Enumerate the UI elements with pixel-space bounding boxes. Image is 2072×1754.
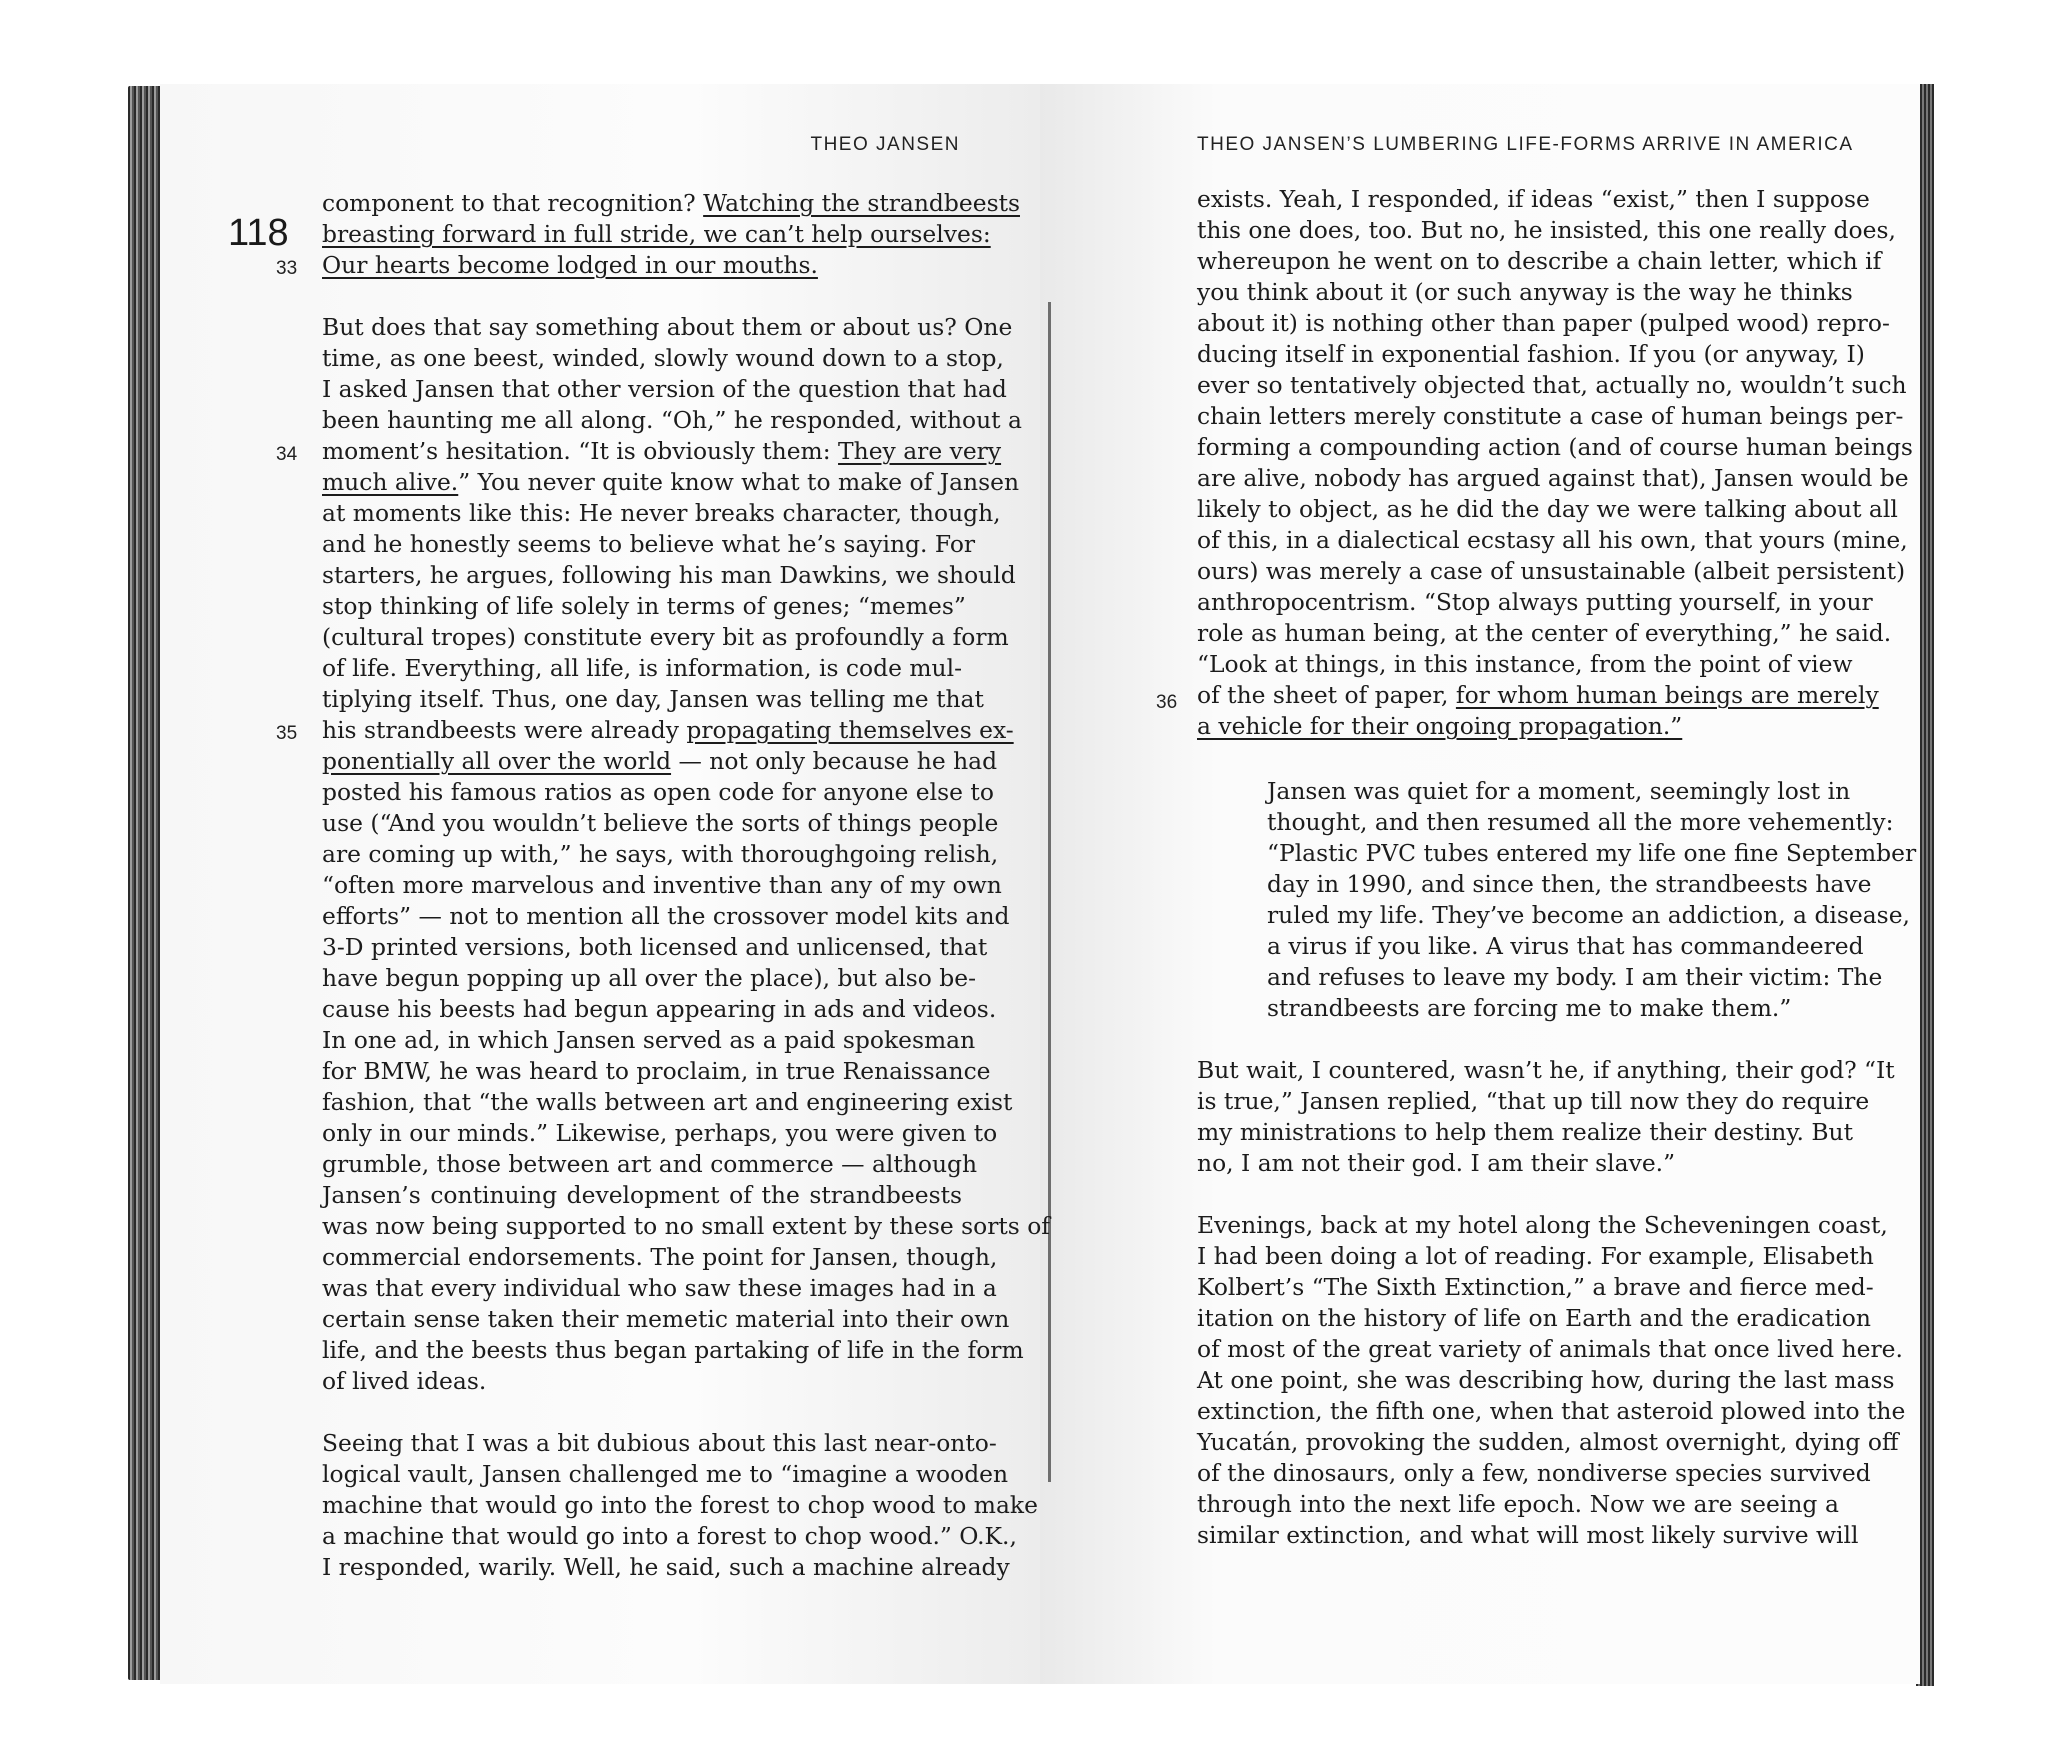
text-line (1267, 776, 1851, 807)
text-line (1267, 900, 1910, 931)
text-line (1197, 1396, 1906, 1427)
text-line (322, 1025, 976, 1056)
text-run: cause his beests had begun appearing in ads and videos. (322, 995, 997, 1023)
text-line (322, 746, 998, 777)
text-line (1197, 215, 1896, 246)
text-line (322, 932, 988, 963)
text-run: of life. Everything, all life, is information, is code mul- (322, 654, 962, 682)
text-line (322, 994, 997, 1025)
text-run: Jansen was quiet for a moment, seemingly lost in (1267, 777, 1851, 805)
text-run: no, I am not their god. I am their slave.” (1197, 1149, 1676, 1177)
text-run: of the dinosaurs, only a few, nondiverse species survived (1197, 1459, 1871, 1487)
text-run: have begun popping up all over the place), but also be- (322, 964, 977, 992)
text-line (322, 436, 1002, 467)
text-run: At one point, she was describing how, during the last mass (1197, 1366, 1895, 1394)
text-line (322, 312, 1013, 343)
text-run: exists. Yeah, I responded, if ideas “exist,” then I suppose (1197, 185, 1870, 213)
text-run: likely to object, as he did the day we were talking about all (1197, 495, 1898, 523)
text-run: strandbeests are forcing me to make them.” (1267, 994, 1792, 1022)
text-run: are alive, nobody has argued against that), Jansen would be (1197, 464, 1909, 492)
text-line (1197, 308, 1890, 339)
text-line (322, 870, 1002, 901)
text-line (322, 1521, 1017, 1552)
text-run: machine that would go into the forest to chop wood to make (322, 1491, 1038, 1519)
underlined-text: a vehicle for their ongoing propagation.” (1197, 712, 1683, 740)
text-line (322, 1180, 962, 1211)
text-line (322, 1242, 998, 1273)
text-line (1197, 339, 1865, 370)
text-line (1197, 1148, 1839, 1179)
left-paragraph-2 (322, 312, 1050, 1397)
text-line (322, 1304, 1010, 1335)
text-run: time, as one beest, winded, slowly wound down to a stop, (322, 344, 1004, 372)
underlined-text: propagating themselves ex- (686, 716, 1014, 744)
text-run: of lived ideas. (322, 1367, 487, 1395)
text-line (322, 1118, 998, 1149)
text-run: this one does, too. But no, he insisted, this one really does, (1197, 216, 1896, 244)
text-run: — not only because he had (671, 747, 998, 775)
text-run: ruled my life. They’ve become an addiction, a disease, (1267, 901, 1910, 929)
text-line (322, 498, 1001, 529)
text-line (322, 188, 1020, 219)
text-line (322, 343, 1004, 374)
text-line (1197, 494, 1898, 525)
text-line (322, 1056, 991, 1087)
text-run: commercial endorsements. The point for Jansen, though, (322, 1243, 998, 1271)
text-line (1197, 587, 1873, 618)
text-line (1197, 401, 1904, 432)
right-running-head: THEO JANSEN’S LUMBERING LIFE-FORMS ARRIVE IN AMERICA (1197, 134, 1854, 155)
text-run: of most of the great variety of animals that once lived here. (1197, 1335, 1903, 1363)
right-paragraph-2 (1197, 1055, 1895, 1179)
text-run: Yucatán, provoking the sudden, almost overnight, dying off (1197, 1428, 1899, 1456)
text-run: “Look at things, in this instance, from the point of view (1197, 650, 1853, 678)
note-marker-34: 34 (276, 444, 298, 465)
text-run: Evenings, back at my hotel along the Scheveningen coast, (1197, 1211, 1888, 1239)
text-line (322, 715, 1014, 746)
text-run: (cultural tropes) constitute every bit as profoundly a form (322, 623, 1009, 651)
text-line (1197, 1241, 1874, 1272)
text-run: at moments like this: He never breaks character, though, (322, 499, 1001, 527)
text-line (322, 467, 1020, 498)
right-paragraph-1 (1197, 184, 1913, 742)
text-line (1197, 432, 1913, 463)
text-run: stop thinking of life solely in terms of genes; “memes” (322, 592, 966, 620)
text-line (322, 560, 1016, 591)
text-run: of this, in a dialectical ecstasy all his own, that yours (mine, (1197, 526, 1908, 554)
text-line (1197, 1458, 1871, 1489)
right-block-quote (1267, 776, 1917, 1024)
text-line (322, 1490, 1038, 1521)
text-run: a virus if you like. A virus that has commandeered (1267, 932, 1864, 960)
text-run: moment’s hesitation. “It is obviously them: (322, 437, 839, 465)
text-line (1197, 1365, 1895, 1396)
text-run: day in 1990, and since then, the strandbeests have (1267, 870, 1872, 898)
text-run: I responded, warily. Well, he said, such a machine already (322, 1553, 1010, 1581)
text-line (322, 653, 962, 684)
text-run: and refuses to leave my body. I am their victim: The (1267, 963, 1883, 991)
text-run: certain sense taken their memetic material into their own (322, 1305, 1010, 1333)
text-run: of the sheet of paper, (1197, 681, 1456, 709)
text-run: efforts” — not to mention all the crossover model kits and (322, 902, 1010, 930)
text-run: ours) was merely a case of unsustainable (albeit persistent) (1197, 557, 1906, 585)
text-run: Jansen’s continuing development of the strandbeests (322, 1181, 962, 1209)
note-marker-33: 33 (276, 258, 298, 279)
text-line (1197, 1117, 1853, 1148)
text-line (322, 1211, 1050, 1242)
text-run: use (“And you wouldn’t believe the sorts of things people (322, 809, 999, 837)
text-run: component to that recognition? (322, 189, 704, 217)
text-run: you think about it (or such anyway is the way he thinks (1197, 278, 1853, 306)
text-run: grumble, those between art and commerce — although (322, 1150, 978, 1178)
text-line (322, 963, 977, 994)
text-line (1197, 1427, 1899, 1458)
text-run: through into the next life epoch. Now we are seeing a (1197, 1490, 1839, 1518)
text-line (322, 1149, 978, 1180)
text-run: I had been doing a lot of reading. For example, Elisabeth (1197, 1242, 1874, 1270)
text-run: anthropocentrism. “Stop always putting yourself, in your (1197, 588, 1873, 616)
text-run: But does that say something about them or about us? One (322, 313, 1013, 341)
text-line (1197, 1489, 1839, 1520)
text-run: Kolbert’s “The Sixth Extinction,” a brave and fierce med- (1197, 1273, 1874, 1301)
text-run: is true,” Jansen replied, “that up till now they do require (1197, 1087, 1870, 1115)
note-marker-36: 36 (1156, 692, 1178, 713)
text-line (1197, 463, 1909, 494)
text-line (1267, 869, 1872, 900)
text-line (1197, 246, 1882, 277)
text-run: about it) is nothing other than paper (pulped wood) repro- (1197, 309, 1890, 337)
text-run: life, and the beests thus began partaking of life in the form (322, 1336, 1024, 1364)
text-line (322, 1459, 1009, 1490)
underlined-text: Watching the strandbeests (703, 189, 1020, 217)
text-line (1197, 1055, 1895, 1086)
text-run: 3-D printed versions, both licensed and unlicensed, that (322, 933, 988, 961)
text-line (1197, 618, 1892, 649)
text-line (322, 808, 999, 839)
text-line (1197, 1210, 1888, 1241)
text-run: my ministrations to help them realize their destiny. But (1197, 1118, 1853, 1146)
text-line (322, 684, 984, 715)
text-line (322, 1428, 997, 1459)
spine-gutter (1048, 302, 1051, 1482)
text-line (1267, 838, 1917, 869)
text-run: ducing itself in exponential fashion. If you (or anyway, I) (1197, 340, 1865, 368)
text-run: was now being supported to no small extent by these sorts of (322, 1212, 1050, 1240)
text-line (322, 839, 999, 870)
text-run: posted his famous ratios as open code for anyone else to (322, 778, 994, 806)
text-run: tiplying itself. Thus, one day, Jansen was telling me that (322, 685, 984, 713)
text-line (322, 250, 962, 281)
text-line (1197, 711, 1839, 742)
text-run: a machine that would go into a forest to chop wood.” O.K., (322, 1522, 1017, 1550)
text-run: starters, he argues, following his man Dawkins, we should (322, 561, 1016, 589)
text-run: forming a compounding action (and of course human beings (1197, 433, 1913, 461)
text-line (1267, 962, 1883, 993)
text-line (322, 219, 991, 250)
text-run: whereupon he went on to describe a chain letter, which if (1197, 247, 1882, 275)
text-run: In one ad, in which Jansen served as a paid spokesman (322, 1026, 976, 1054)
text-line (322, 529, 976, 560)
text-run: was that every individual who saw these images had in a (322, 1274, 997, 1302)
text-run: fashion, that “the walls between art and engineering exist (322, 1088, 1013, 1116)
text-line (1197, 184, 1870, 215)
left-running-head: THEO JANSEN (810, 134, 960, 155)
left-paragraph-1 (322, 188, 1020, 281)
text-line (1267, 931, 1864, 962)
text-line (322, 591, 966, 622)
text-line (1197, 525, 1908, 556)
text-line (1267, 807, 1894, 838)
text-line (322, 901, 1010, 932)
text-line (322, 1366, 962, 1397)
text-line (322, 374, 1007, 405)
text-line (322, 622, 1009, 653)
page-number: 118 (228, 212, 289, 254)
text-line (322, 405, 1022, 436)
text-run: Seeing that I was a bit dubious about this last near-onto- (322, 1429, 997, 1457)
text-line (322, 1552, 1010, 1583)
text-line (1197, 1272, 1874, 1303)
text-run: itation on the history of life on Earth and the eradication (1197, 1304, 1871, 1332)
text-run: thought, and then resumed all the more vehemently: (1267, 808, 1894, 836)
text-line (1197, 1520, 1859, 1551)
text-run: But wait, I countered, wasn’t he, if anything, their god? “It (1197, 1056, 1895, 1084)
text-line (1197, 370, 1907, 401)
text-run: role as human being, at the center of everything,” he said. (1197, 619, 1892, 647)
text-line (1197, 556, 1906, 587)
text-line (322, 777, 994, 808)
text-run: extinction, the fifth one, when that asteroid plowed into the (1197, 1397, 1906, 1425)
text-run: chain letters merely constitute a case of human beings per- (1197, 402, 1904, 430)
text-run: his strandbeests were already (322, 716, 687, 744)
text-run: are coming up with,” he says, with thoroughgoing relish, (322, 840, 999, 868)
text-line (1197, 277, 1853, 308)
text-run: and he honestly seems to believe what he’s saying. For (322, 530, 976, 558)
text-run: ” You never quite know what to make of Jansen (458, 468, 1020, 496)
text-line (1197, 1303, 1871, 1334)
text-run: for BMW, he was heard to proclaim, in true Renaissance (322, 1057, 991, 1085)
note-marker-35: 35 (276, 723, 298, 744)
text-line (322, 1087, 1013, 1118)
text-run: similar extinction, and what will most likely survive will (1197, 1521, 1859, 1549)
underlined-text: ponentially all over the world (322, 747, 672, 775)
page-edges-left (128, 86, 164, 1680)
underlined-text: Our hearts become lodged in our mouths. (322, 251, 818, 279)
text-run: ever so tentatively objected that, actually no, wouldn’t such (1197, 371, 1907, 399)
left-paragraph-3 (322, 1428, 1038, 1583)
text-line (1267, 993, 1839, 1024)
underlined-text: much alive. (322, 468, 459, 496)
text-run: “often more marvelous and inventive than any of my own (322, 871, 1002, 899)
text-line (1197, 1334, 1903, 1365)
right-paragraph-3 (1197, 1210, 1906, 1551)
text-run: logical vault, Jansen challenged me to “imagine a wooden (322, 1460, 1009, 1488)
text-line (1197, 649, 1853, 680)
text-run: been haunting me all along. “Oh,” he responded, without a (322, 406, 1022, 434)
text-run: “Plastic PVC tubes entered my life one fine September (1267, 839, 1917, 867)
text-run: I asked Jansen that other version of the question that had (322, 375, 1007, 403)
text-run: only in our minds.” Likewise, perhaps, you were given to (322, 1119, 998, 1147)
text-line (1197, 1086, 1870, 1117)
underlined-text: for whom human beings are merely (1455, 681, 1879, 709)
text-line (322, 1335, 1024, 1366)
text-line (1197, 680, 1879, 711)
text-line (322, 1273, 997, 1304)
underlined-text: They are very (838, 437, 1002, 465)
underlined-text: breasting forward in full stride, we can’t help ourselves: (322, 220, 991, 248)
